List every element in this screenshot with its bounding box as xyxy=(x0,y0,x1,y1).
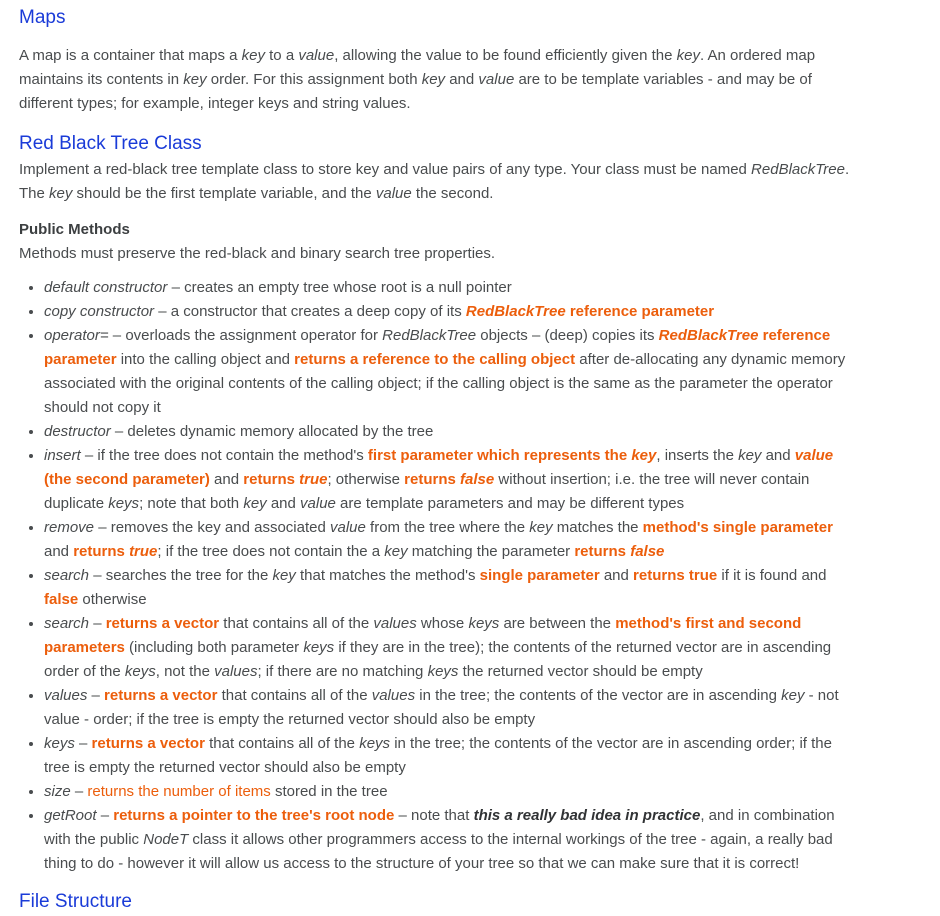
public-methods-heading: Public Methods xyxy=(19,221,130,238)
method-remove: • remove – removes the key and associated value from the tree where the key matches the method's single parameter and returns true; if the tree does not contain the a key matching the parameter returns false xyxy=(44,516,859,564)
method-get-root: • getRoot – returns a pointer to the tree's root node – note that this a really bad idea in practice, and in combination with the public NodeT class it allows other programmers access to the internal workings of the tree - again, a really bad thing to do - however it will allow us access to the structure of your tree so that we can make sure that it is correct! xyxy=(44,804,859,876)
methods-list xyxy=(19,276,859,876)
method-default-constructor: • default constructor – creates an empty tree whose root is a null pointer xyxy=(44,276,859,300)
method-search-range: • search – returns a vector that contains all of the values whose keys are between the method's first and second parameters (including both parameter keys if they are in the tree); the contents of the returned vector are in ascending order of the keys, not the values; if there are no matching keys the returned vector should be empty xyxy=(44,612,859,684)
red-black-tree-class-heading: Red Black Tree Class xyxy=(19,133,202,154)
method-values: • values – returns a vector that contains all of the values in the tree; the contents of the vector are in ascending key - not value - order; if the tree is empty the returned vector should also be empty xyxy=(44,684,859,732)
method-search: • search – searches the tree for the key that matches the method's single parameter and returns true if it is found and false otherwise xyxy=(44,564,859,612)
method-size: • size – returns the number of items stored in the tree xyxy=(44,780,859,804)
maps-paragraph: A map is a container that maps a key to a value, allowing the value to be found efficiently given the key. An ordered map maintains its contents in key order. For this assignment both key and value are to be template variables - and may be of different types; for example, integer keys and string values. xyxy=(19,47,816,112)
public-methods-description: Methods must preserve the red-black and binary search tree properties. xyxy=(19,245,496,262)
method-copy-constructor: • copy constructor – a constructor that creates a deep copy of its RedBlackTree reference parameter xyxy=(44,300,859,324)
method-operator-assign: • operator= – overloads the assignment operator for RedBlackTree objects – (deep) copies its RedBlackTree reference parameter into the calling object and returns a reference to the calling object after de-allocating any dynamic memory associated with the original contents of the calling object; if the calling object is the same as the parameter the operator should not copy it xyxy=(44,324,859,420)
method-keys: • keys – returns a vector that contains all of the keys in the tree; the contents of the vector are in ascending order; if the tree is empty the returned vector should also be empty xyxy=(44,732,859,780)
method-insert: • insert – if the tree does not contain the method's first parameter which represents the key, inserts the key and value (the second parameter) and returns true; otherwise returns false without insertion; i.e. the tree will never contain duplicate keys; note that both key and value are template parameters and may be different types xyxy=(44,444,859,516)
maps-heading: Maps xyxy=(19,7,66,28)
assignment-page xyxy=(19,4,859,912)
method-destructor: • destructor – deletes dynamic memory allocated by the tree xyxy=(44,420,859,444)
rbt-paragraph: Implement a red-black tree template class to store key and value pairs of any type. Your class must be named RedBlackTree. The key should be the first template variable, and the value the second. xyxy=(19,161,850,202)
next-section-clip xyxy=(19,888,859,912)
file-structure-heading: File Structure xyxy=(19,891,132,912)
